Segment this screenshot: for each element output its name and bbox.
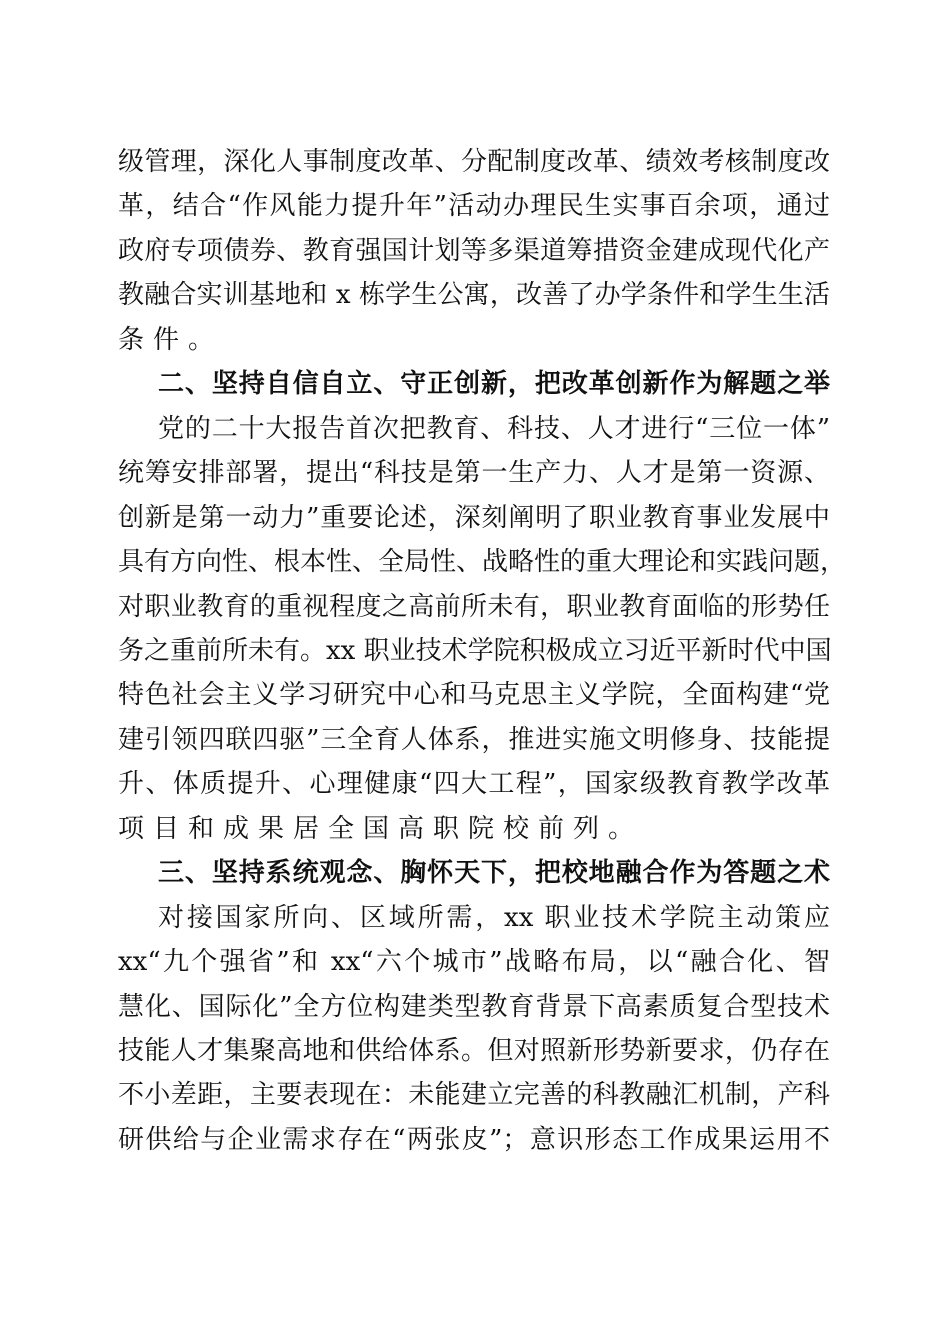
text-line: 特色社会主义学习研究中心和马克思主义学院，全面构建“党 [118,680,830,711]
text-line: 对职业教育的重视程度之高前所未有，职业教育面临的形势任 [118,591,830,622]
text-line: 教融合实训基地和 x 栋学生公寓，改善了办学条件和学生生活 [118,280,830,311]
text-line: 政府专项债券、教育强国计划等多渠道筹措资金建成现代化产 [118,235,830,266]
text-line: 党的二十大报告首次把教育、科技、人才进行“三位一体” [158,413,830,444]
text-line: 升、体质提升、心理健康“四大工程”，国家级教育教学改革 [118,769,830,800]
text-line: 项目和成果居全国高职院校前列。 [118,813,644,844]
text-line: 慧化、国际化”全方位构建类型教育背景下高素质复合型技术 [118,991,830,1022]
text-line: 技能人才集聚高地和供给体系。但对照新形势新要求，仍存在 [118,1036,830,1066]
text-line: 革，结合“作风能力提升年”活动办理民生实事百余项，通过 [118,191,830,222]
text-line: 级管理，深化人事制度改革、分配制度改革、绩效考核制度改 [118,147,830,177]
text-line: 条件。 [118,324,224,355]
section-heading: 二、坚持自信自立、守正创新，把改革创新作为解题之举 [158,369,830,400]
text-line: 具有方向性、根本性、全局性、战略性的重大理论和实践问题， [118,547,847,578]
section-heading: 三、坚持系统观念、胸怀天下，把校地融合作为答题之术 [158,858,830,889]
text-line: 统筹安排部署，提出“科技是第一生产力、人才是第一资源、 [118,458,830,489]
text-line: 不小差距，主要表现在：未能建立完善的科教融汇机制，产科 [118,1080,830,1111]
text-line: 建引领四联四驱”三全育人体系，推进实施文明修身、技能提 [118,724,830,755]
text-line: 务之重前所未有。xx 职业技术学院积极成立习近平新时代中国 [118,635,832,666]
text-line: 创新是第一动力”重要论述，深刻阐明了职业教育事业发展中 [118,502,830,533]
text-line: 研供给与企业需求存在“两张皮”；意识形态工作成果运用不 [118,1124,830,1155]
text-line: 对接国家所向、区域所需，xx 职业技术学院主动策应 [158,902,830,933]
text-line: xx“九个强省”和 xx“六个城市”战略布局，以“融合化、智 [118,947,830,978]
